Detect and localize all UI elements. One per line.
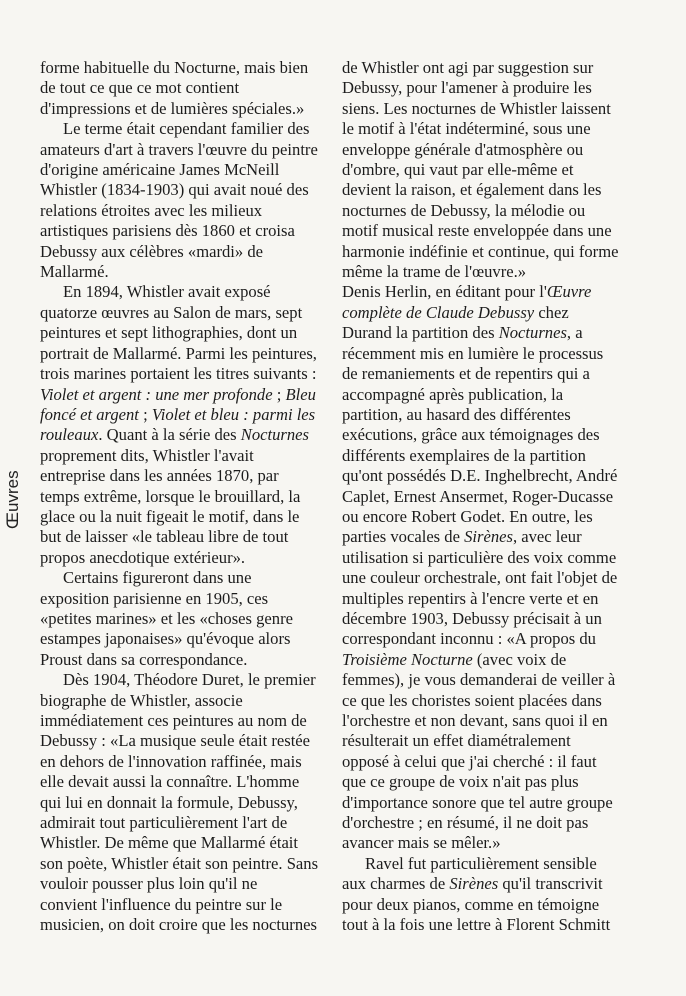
text-span: elle devait aussi la connaître. L'homme [40,772,300,792]
text-span: musicien, on doit croire que les nocturnes [40,915,317,935]
text-line [40,915,332,935]
text-line [40,160,332,180]
text-span: entreprise dans les années 1870, par [40,466,279,486]
text-line [40,78,332,98]
italic-title-span: Violet et argent : une mer profonde [40,384,273,404]
text-span: son poète, Whistler était son peintre. Sans [40,853,319,873]
text-span: que ce groupe de voix n'ait pas plus [342,772,579,792]
text-span: quatorze œuvres au Salon de mars, sept [40,302,303,322]
text-line [40,548,332,568]
text-span: parties vocales de [342,527,465,547]
text-span: exposition parisienne en 1905, ces [40,588,269,608]
text-span: opposé à celui que j'ai cherché : il faut [342,751,597,771]
text-span: immédiatement ces peintures au nom de [40,711,307,730]
text-line [40,711,332,731]
text-span: ou encore Robert Godet. En outre, les [342,506,593,526]
text-span: convient l'influence du peintre sur le [40,894,283,914]
text-line [342,78,638,98]
italic-title-span: complète de Claude Debussy [342,302,535,322]
text-span: le motif à l'état indéterminé, sous une [342,119,591,139]
text-span: l'orchestre et non devant, sans quoi il en [342,711,608,730]
text-span: avancer mais se mêler.» [342,833,501,853]
text-line [40,140,332,160]
text-line [40,99,332,119]
text-span: . Quant à la série des [98,425,241,445]
text-line [342,344,638,364]
text-line [40,282,332,302]
text-span: qui lui en donnait la formule, Debussy, [40,792,298,812]
text-span: forme habituelle du Nocturne, mais bien [40,58,309,77]
text-span: différents exemplaires de la partition [342,445,586,465]
text-line [40,180,332,200]
text-line [40,303,332,323]
text-line [40,201,332,221]
text-line [40,385,332,405]
text-line [40,609,332,629]
text-span: but de laisser «le tableau libre de tout [40,527,289,547]
text-span: qu'ont possédés D.E. Inghelbrecht, André [342,466,618,486]
text-span: nocturnes de Debussy, la mélodie ou [342,200,586,220]
text-line [342,589,638,609]
text-span: correspondant inconnu : «A propos du [342,629,596,649]
text-line [342,487,638,507]
italic-title-span: Sirènes [464,527,513,547]
text-line [40,752,332,772]
text-line [40,221,332,241]
text-span: Denis Herlin, en éditant pour l' [342,282,547,302]
text-span: «petites marines» et les «choses genre [40,608,293,628]
text-line [40,119,332,139]
text-line [342,752,638,772]
text-span: une couleur orchestrale, ont fait l'objet de [342,568,618,588]
left-text-column [40,58,332,935]
text-span: pour deux pianos, comme en témoigne [342,894,600,914]
text-span: ; [138,404,152,424]
text-line [342,568,638,588]
text-span: Whistler. De même que Mallarmé était [40,833,299,853]
text-span: En 1894, Whistler avait exposé [63,282,271,302]
text-span: , avec leur [512,527,582,547]
section-side-label: Œuvres [3,470,22,530]
text-span: Caplet, Ernest Ansermet, Roger-Ducasse [342,486,614,506]
text-span: Dès 1904, Théodore Duret, le premier [63,670,316,690]
text-span: utilisation si particulière des voix comme [342,547,617,567]
text-span: même la trame de l'œuvre.» [342,262,527,282]
text-line [342,160,638,180]
text-line [342,711,638,731]
italic-title-span: Œuvre [546,282,592,302]
text-span: siens. Les nocturnes de Whistler laissent [342,98,611,118]
text-line [342,58,638,78]
text-line [40,344,332,364]
text-span: qu'il transcrivit [498,874,603,894]
right-text-column [342,58,638,935]
text-span: Debussy : «La musique seule était restée [40,731,311,751]
text-line [342,833,638,853]
italic-title-span: Bleu [285,384,316,404]
text-span: Durand la partition des [342,323,499,343]
text-span: admirait tout particulièrement l'art de [40,813,288,833]
text-span: amateurs d'art à travers l'œuvre du peintre [40,139,318,159]
text-span: Proust dans sa correspondance. [40,649,248,669]
text-span: artistiques parisiens dès 1860 et croisa [40,221,295,241]
text-line [40,874,332,894]
text-span: temps extrême, lorsque le brouillard, la [40,486,301,506]
text-line [342,691,638,711]
text-span: Debussy, pour l'amener à produire les [342,78,592,98]
text-line [342,323,638,343]
text-line [40,731,332,751]
text-span: femmes), je vous demanderai de veiller à [342,670,616,690]
text-span: biographe de Whistler, associe [40,690,243,710]
text-line [342,425,638,445]
text-line [342,180,638,200]
text-span: Debussy aux célèbres «mardi» de [40,241,264,261]
text-line [40,691,332,711]
text-span: peintures et sept lithographies, dont un [40,323,298,343]
text-line [40,813,332,833]
text-span: Mallarmé. [40,262,109,282]
text-line [40,466,332,486]
text-span: Whistler (1834-1903) qui avait noué des [40,180,309,200]
text-line [342,915,638,935]
text-span: multiples repentirs à l'encre verte et en [342,588,599,608]
text-line [342,405,638,425]
text-line [342,793,638,813]
text-line [342,854,638,874]
text-span: motif musical reste enveloppée dans une [342,221,612,241]
text-line [342,262,638,282]
text-span: Ravel fut particulièrement sensible [365,853,597,873]
text-span: ; [272,384,286,404]
text-line [342,140,638,160]
italic-title-span: Sirènes [449,874,499,894]
text-line [342,303,638,323]
text-line [40,364,332,384]
text-line [40,793,332,813]
text-span: tout à la fois une lettre à Florent Schmitt [342,915,611,935]
text-span: exécutions, grâce aux témoignages des [342,425,600,445]
text-line [40,670,332,690]
text-line [342,282,638,302]
text-span: portrait de Mallarmé. Parmi les peintures, [40,343,317,363]
text-span: d'origine américaine James McNeill [40,160,280,180]
text-span: de remaniements et de repentirs qui a [342,364,590,384]
text-line [342,119,638,139]
text-line [342,772,638,792]
text-span: Certains figureront dans une [63,568,252,588]
italic-title-span: Violet et bleu : parmi les [151,404,316,424]
text-line [342,99,638,119]
text-line [342,242,638,262]
text-line [40,425,332,445]
text-line [342,548,638,568]
text-span: relations étroites avec les milieux [40,200,263,220]
text-span: propos anecdotique extérieur». [40,547,246,567]
text-span: d'ombre, qui vaut par elle-même et [342,160,574,180]
text-line [342,507,638,527]
text-span: d'orchestre ; en résumé, il ne doit pas [342,813,589,833]
text-line [342,364,638,384]
text-span: glace ou la nuit figeait le motif, dans le [40,506,300,526]
text-span: décembre 1903, Debussy précisait à un [342,608,602,628]
italic-title-span: Nocturnes [498,323,567,343]
text-line [342,385,638,405]
text-span: ce que les choristes soient placées dans [342,690,602,710]
text-line [40,568,332,588]
text-span: chez [534,302,569,322]
text-span: aux charmes de [342,874,450,894]
italic-title-span: Troisième Nocturne [342,649,473,669]
text-span: vouloir pousser plus loin qu'il ne [40,874,258,894]
text-line [40,323,332,343]
text-line [40,629,332,649]
text-line [40,589,332,609]
text-line [40,650,332,670]
text-line [342,609,638,629]
text-line [40,507,332,527]
text-line [342,201,638,221]
text-line [342,221,638,241]
text-line [40,242,332,262]
text-span: de tout ce que ce mot contient [40,78,240,98]
text-line [40,58,332,78]
text-line [342,650,638,670]
text-span: , a [566,323,583,343]
text-span: en dehors de l'innovation raffinée, mais [40,751,302,771]
text-line [342,874,638,894]
text-span: récemment mis en lumière le processus [342,343,604,363]
text-span: devient la raison, et également dans les [342,180,602,200]
text-line [40,405,332,425]
text-line [342,895,638,915]
text-span: d'impressions et de lumières spéciales.» [40,98,305,118]
text-line [342,670,638,690]
text-span: estampes japonaises» qu'évoque alors [40,629,291,649]
text-line [342,446,638,466]
text-line [40,446,332,466]
text-span: enveloppe générale d'atmosphère ou [342,139,584,159]
text-span: Le terme était cependant familier des [63,119,310,139]
text-line [342,466,638,486]
text-span: de Whistler ont agi par suggestion sur [342,58,594,77]
text-span: d'importance sonore que tel autre groupe [342,792,613,812]
text-line [40,487,332,507]
text-line [342,731,638,751]
text-line [342,813,638,833]
text-span: proprement dits, Whistler l'avait [40,445,254,465]
text-span: accompagné après publication, la [342,384,564,404]
italic-title-span: rouleaux [40,425,99,445]
text-line [40,833,332,853]
text-line [40,527,332,547]
italic-title-span: foncé et argent [40,404,139,424]
text-span: résulterait un effet diamétralement [342,731,571,751]
text-line [40,895,332,915]
italic-title-span: Nocturnes [240,425,309,445]
text-line [40,772,332,792]
text-line [342,527,638,547]
text-span: harmonie indéfinie et continue, qui forme [342,241,619,261]
text-span: partition, au hasard des différentes [342,404,571,424]
text-line [40,854,332,874]
text-line [40,262,332,282]
text-span: (avec voix de [472,649,567,669]
text-span: trois marines portaient les titres suivants : [40,364,317,384]
text-line [342,629,638,649]
